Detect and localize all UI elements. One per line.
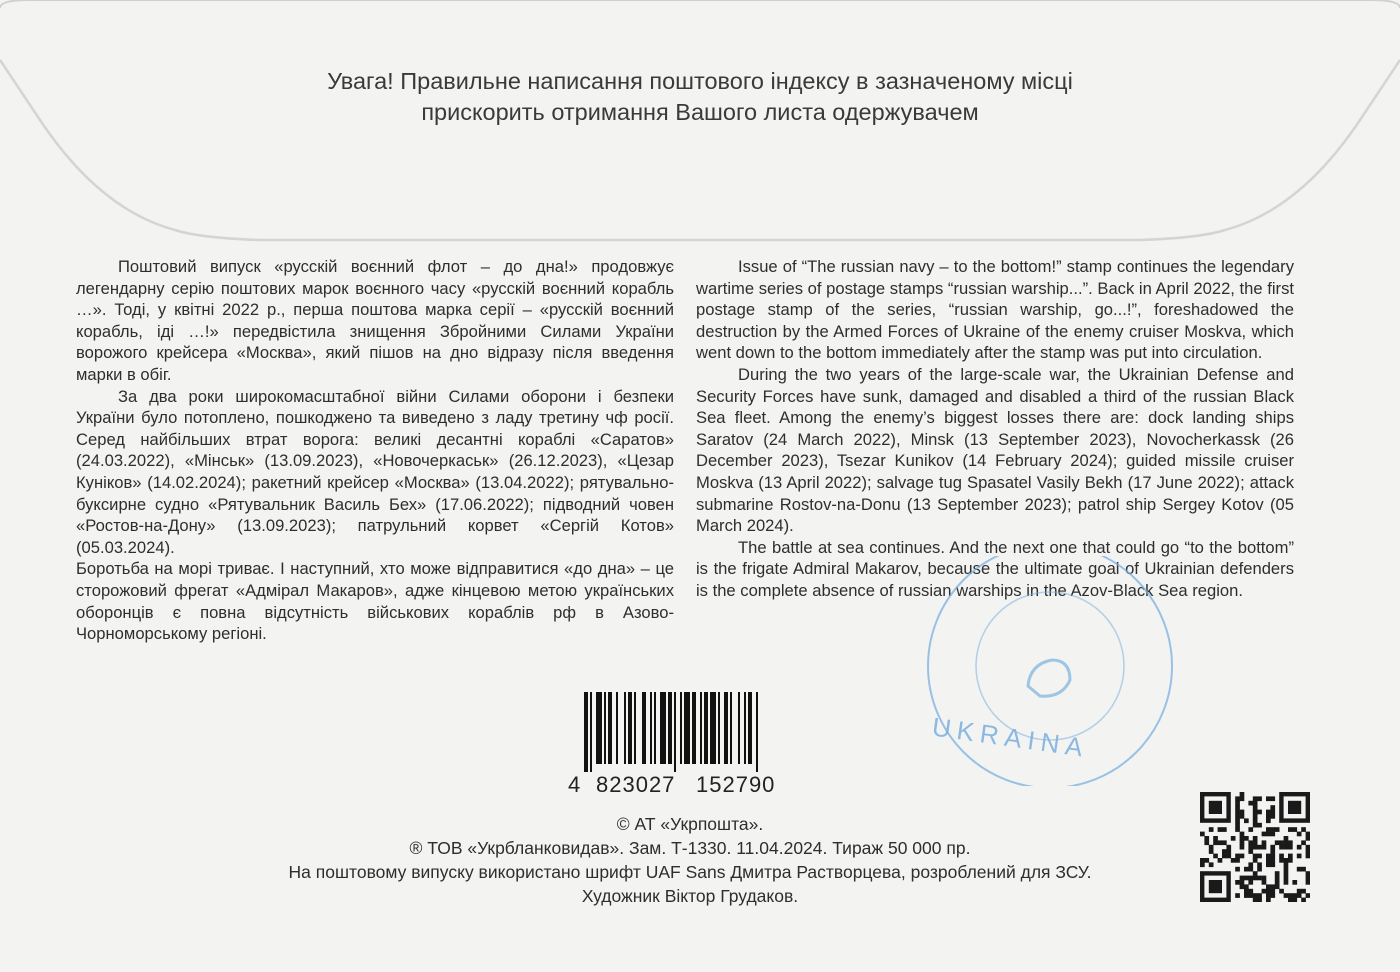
ukrainian-description bbox=[76, 256, 674, 645]
en-paragraph-2: During the two years of the large-scale war, the Ukrainian Defense and Security Forces have sunk, damaged and disabled a third of the russian Black Sea fleet. Among the enemy’s biggest losses there are: dock landing ships Saratov (24 March 2022), Minsk (13 September 2023), Novocherkassk (26 December 2023), Tsezar Kunikov (14 February 2024); guided missile cruiser Moskva (13 April 2022); salvage tug Spasatel Vasily Bekh (17 June 2022); attack submarine Rostov-na-Donu (13 September 2023); patrol ship Sergey Kotov (05 March 2024). bbox=[696, 364, 1294, 536]
barcode-digits-group-1: 823027 bbox=[596, 772, 676, 797]
uk-paragraph-3: Боротьба на морі триває. І наступний, хто може відправитися «до дна» – це сторожовий фрегат «Адмірал Макаров», адже кінцевою метою українських оборонців є повна відсутність військових кораблів рф в Азово-Чорноморському регіоні. bbox=[76, 559, 674, 644]
en-paragraph-3: The battle at sea continues. And the next one that could go “to the bottom” is the frigate Admiral Makarov, because the ultimate goal of Ukrainian defenders is the complete absence of russian warships in the Azov-Black Sea region. bbox=[696, 537, 1294, 600]
credit-line-font: На поштовому випуску використано шрифт UAF Sans Дмитра Растворцева, розроблений для ЗСУ. bbox=[288, 862, 1092, 882]
envelope-flap bbox=[0, 0, 1400, 260]
address-notice-line-1: Увага! Правильне написання поштового індексу в зазначеному місці bbox=[327, 68, 1073, 94]
qr-code bbox=[1200, 792, 1310, 902]
barcode-digits-group-2: 152790 bbox=[696, 772, 776, 797]
english-description bbox=[696, 256, 1294, 602]
postmark-stamp bbox=[900, 556, 1200, 786]
credit-line-copyright: © АТ «Укрпошта». bbox=[616, 814, 764, 834]
credit-line-printer: ® ТОВ «Укрбланковидав». Зам. Т-1330. 11.04.2024. Тираж 50 000 пр. bbox=[409, 838, 971, 858]
uk-paragraph-2: За два роки широкомасштабної війни Силами оборони і безпеки України було потоплено, пошкоджено та виведено з ладу третину чф росії. Серед найбільших втрат ворога: великі десантні кораблі «Саратов» (24.03.2022), «Мінськ» (13.09.2023), «Новочеркаськ» (26.12.2023), «Цезар Куніков» (14.02.2024); ракетний крейсер «Москва» (13.04.2022); рятувально-буксирне судно «Рятувальник Василь Бех» (17.06.2022); підводний човен «Ростов-на-Дону» (13.09.2023); патрульний корвет «Сергій Котов» (05.03.2024). bbox=[76, 386, 674, 557]
postmark-text: UKRAINA bbox=[930, 711, 1091, 764]
barcode bbox=[584, 692, 798, 772]
en-paragraph-1: Issue of “The russian navy – to the bottom!” stamp continues the legendary wartime series of postage stamps “russian warship...”. Back in April 2022, the first postage stamp of the series, “russian warship, go...!”, foreshadowed the destruction by the Armed Forces of Ukraine of the enemy cruiser Moskva, which went down to the bottom immediately after the stamp was put into circulation. bbox=[696, 257, 1294, 363]
barcode-digit-lead: 4 bbox=[568, 772, 581, 797]
uk-paragraph-1: Поштовий випуск «русскій воєнний флот – до дна!» продовжує легендарну серію поштових марок воєнного часу «русскій воєнний корабль …». Тоді, у квітні 2022 р., перша поштова марка серії – «русскій воєнний корабль, іді …!» передвістила знищення Збройними Силами України ворожого крейсера «Москва», який пішов на дно відразу після введення марки в обіг. bbox=[76, 257, 674, 384]
credit-line-artist: Художник Віктор Грудаков. bbox=[581, 886, 799, 906]
publisher-credits bbox=[190, 812, 1190, 908]
address-notice-line-2: прискорить отримання Вашого листа одержувачем bbox=[421, 99, 979, 125]
address-notice bbox=[200, 66, 1200, 128]
